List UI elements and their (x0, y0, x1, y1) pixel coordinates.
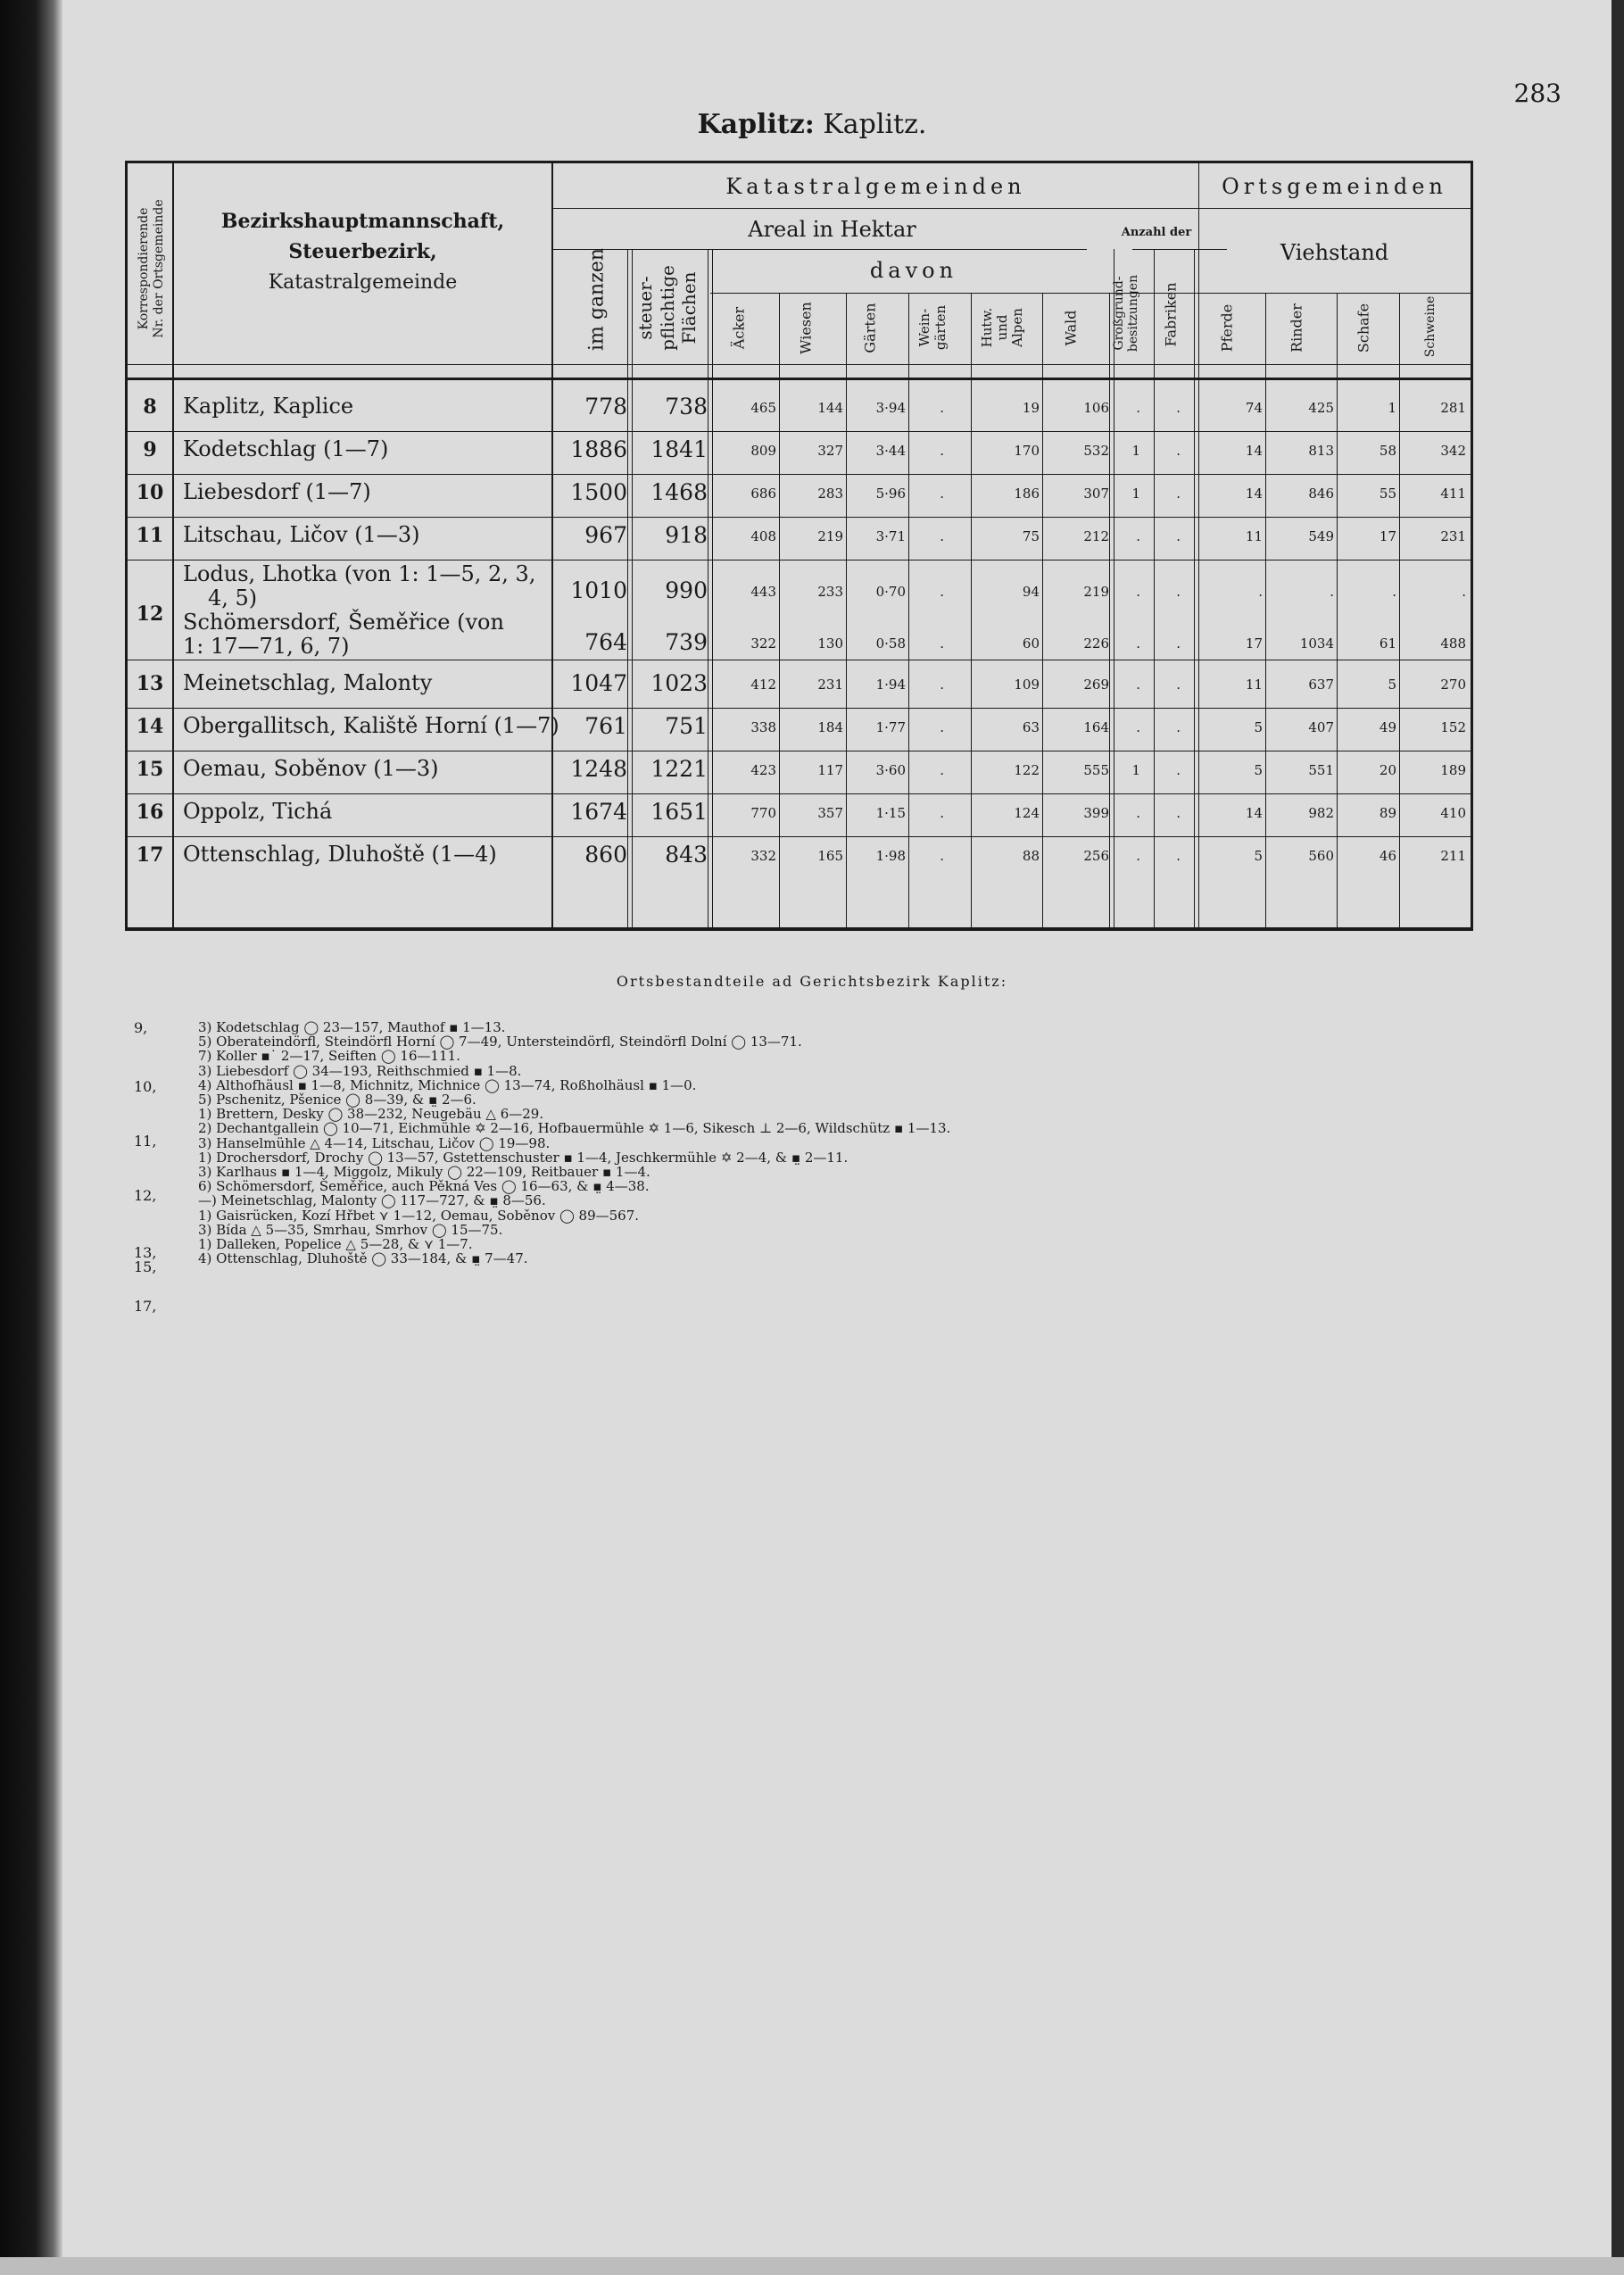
table-cell-taxable: 1023 (650, 670, 708, 696)
row-name-line: Lodus, Lhotka (von 1: 1—5, 2, 3, (183, 561, 536, 586)
table-cell-schafe: 49 (1379, 719, 1396, 735)
header-bottom-rule (128, 378, 1471, 380)
table-cell-wein: . (940, 805, 944, 821)
table-cell-wein: . (940, 677, 944, 693)
col-rule-name (551, 163, 553, 927)
table-cell-gross: 1 (1131, 443, 1140, 459)
header-schafe: Schafe (1355, 303, 1372, 353)
header-gross: Großgrund- (1112, 276, 1126, 351)
table-cell-schafe: 5 (1388, 677, 1396, 693)
table-cell-gaerten: 3·44 (875, 443, 906, 459)
table-cell-wein: . (940, 443, 944, 459)
table-cell-rinder: 846 (1308, 486, 1334, 502)
row-rule (128, 517, 1471, 518)
table-cell-total: 1500 (570, 479, 627, 505)
table-cell-hutw: 124 (1014, 805, 1040, 821)
table-cell-fabr: . (1176, 677, 1181, 693)
table-cell-pferde: 5 (1254, 848, 1263, 864)
col-rule-wiesen (846, 293, 847, 927)
header-fabriken: Fabriken (1162, 282, 1180, 347)
table-cell-pferde: . (1258, 584, 1263, 600)
header-rinder: Rinder (1288, 303, 1305, 353)
row-rule (128, 793, 1471, 794)
table-cell-total: 1248 (570, 756, 627, 782)
table-cell-schafe: 58 (1379, 443, 1396, 459)
table-cell-gaerten: 3·71 (875, 528, 906, 544)
table-cell-total: 764 (584, 629, 627, 655)
header-wein: Wein- (916, 308, 932, 347)
table-cell-wiesen: 233 (817, 584, 843, 600)
col-rule-hutw (1042, 293, 1043, 927)
table-cell-rinder: 1034 (1299, 635, 1334, 652)
legend-line: 6) Schömersdorf, Šeměřice, auch Pěkná Ves ◯ 16—63, & ▪̤ 4—38. (198, 1178, 650, 1195)
table-cell-hutw: 75 (1022, 528, 1040, 544)
table-cell-gaerten: 1·77 (875, 719, 906, 735)
col-rule-pferde (1265, 293, 1266, 927)
legend-line: 3) Liebesdorf ◯ 34—193, Reithschmied ▪ 1—8. (198, 1062, 522, 1079)
row-nr: 9 (143, 438, 157, 461)
legend-line: 4) Althofhäusl ▪ 1—8, Michnitz, Michnice ◯ 13—74, Roßholhäusl ▪ 1—0. (198, 1076, 697, 1093)
row-rule (128, 708, 1471, 709)
col-rule-total-b (632, 249, 633, 927)
row-nr: 13 (136, 672, 164, 695)
table-cell-gross: . (1136, 848, 1140, 864)
book-binding-edge (0, 0, 62, 2275)
col-rule-wein (971, 293, 972, 927)
legend-line: 3) Karlhaus ▪ 1—4, Miggolz, Mikuly ◯ 22—109, Reitbauer ▪ 1—4. (198, 1164, 650, 1180)
table-cell-schweine: 270 (1440, 677, 1466, 693)
header-und: und (994, 314, 1010, 341)
table-cell-gross: . (1136, 677, 1140, 693)
header-rule-1 (551, 208, 1471, 209)
table-cell-aecker: 412 (750, 677, 776, 693)
table-cell-wald: 212 (1083, 528, 1109, 544)
header-steuer: steuer- (634, 276, 656, 340)
header-viehstand: Viehstand (1280, 240, 1389, 265)
table-cell-pferde: 11 (1245, 528, 1263, 544)
row-name: Liebesdorf (1—7) (183, 479, 371, 504)
table-cell-schafe: 89 (1379, 805, 1396, 821)
legend-group-number: 15, (134, 1258, 157, 1275)
table-cell-wald: 219 (1083, 584, 1109, 600)
col-rule-taxable-b (712, 249, 713, 927)
table-cell-schafe: 55 (1379, 486, 1396, 502)
table-cell-aecker: 423 (750, 762, 776, 778)
table-cell-gaerten: 1·98 (875, 848, 906, 864)
table-cell-wald: 555 (1083, 762, 1109, 778)
legend-line: 3) Kodetschlag ◯ 23—157, Mauthof ▪ 1—13. (198, 1019, 506, 1035)
header-pferde: Pferde (1218, 303, 1236, 353)
table-cell-gaerten: 0·58 (875, 635, 906, 652)
table-cell-hutw: 88 (1022, 848, 1040, 864)
legend-line: 1) Drochersdorf, Drochy ◯ 13—57, Gstettenschuster ▪ 1—4, Jeschkermühle ✡ 2—4, & ▪̤ 2—11. (198, 1149, 849, 1166)
legend-line: 3) Bída △ 5—35, Smrhau, Smrhov ◯ 15—75. (198, 1221, 503, 1238)
table-cell-total: 1047 (570, 670, 627, 696)
table-cell-schweine: 411 (1440, 486, 1466, 502)
col-rule-fabr (1194, 249, 1195, 927)
table-cell-pferde: 5 (1254, 719, 1263, 735)
statistics-table (125, 161, 1473, 931)
legend-line: —) Meinetschlag, Malonty ◯ 117—727, & ▪̤ 8—56. (198, 1192, 546, 1209)
header-rule-3 (710, 293, 1230, 294)
table-cell-hutw: 60 (1022, 635, 1040, 652)
table-cell-wiesen: 184 (817, 719, 843, 735)
row-name: Oemau, Soběnov (1—3) (183, 756, 439, 781)
table-cell-wald: 532 (1083, 443, 1109, 459)
table-cell-hutw: 122 (1014, 762, 1040, 778)
table-cell-taxable: 739 (665, 629, 708, 655)
table-cell-total: 1010 (570, 577, 627, 603)
table-cell-aecker: 322 (750, 635, 776, 652)
table-cell-wald: 256 (1083, 848, 1109, 864)
table-cell-schafe: 46 (1379, 848, 1396, 864)
table-cell-wein: . (940, 762, 944, 778)
table-cell-rinder: 425 (1308, 400, 1334, 416)
table-cell-wiesen: 117 (817, 762, 843, 778)
table-cell-gaerten: 5·96 (875, 486, 906, 502)
table-cell-wiesen: 165 (817, 848, 843, 864)
table-cell-rinder: . (1330, 584, 1334, 600)
table-cell-schweine: 189 (1440, 762, 1466, 778)
header-korr: Korrespondierende (137, 207, 151, 330)
table-cell-taxable: 738 (665, 394, 708, 419)
table-cell-schweine: 342 (1440, 443, 1466, 459)
row-name: Oppolz, Tichá (183, 799, 333, 824)
legend-group-number: 13, (134, 1244, 157, 1261)
table-cell-schafe: 61 (1379, 635, 1396, 652)
table-cell-aecker: 443 (750, 584, 776, 600)
row-name: Meinetschlag, Malonty (183, 670, 433, 695)
table-cell-aecker: 338 (750, 719, 776, 735)
col-rule-rinder (1337, 293, 1338, 927)
legend-group-number: 10, (134, 1078, 157, 1095)
col-rule-fabr-b (1198, 163, 1199, 927)
legend-line: 1) Dalleken, Popelice △ 5—28, & ⋎ 1—7. (198, 1236, 473, 1252)
table-cell-hutw: 109 (1014, 677, 1040, 693)
header-pflichtige: pflichtige (657, 265, 678, 351)
table-cell-wein: . (940, 528, 944, 544)
row-nr: 11 (136, 524, 164, 547)
table-cell-wiesen: 144 (817, 400, 843, 416)
header-davon: davon (869, 258, 958, 283)
row-nr: 8 (143, 395, 157, 419)
table-cell-schweine: 281 (1440, 400, 1466, 416)
table-cell-wiesen: 219 (817, 528, 843, 544)
header-wald: Wald (1062, 310, 1080, 346)
table-cell-gross: . (1136, 400, 1140, 416)
header-gaerten: Gärten (861, 303, 879, 353)
page-number: 283 (1513, 79, 1562, 108)
row-rule (128, 474, 1471, 475)
table-cell-rinder: 637 (1308, 677, 1334, 693)
table-cell-gross: . (1136, 584, 1140, 600)
table-cell-wein: . (940, 400, 944, 416)
table-cell-schweine: 211 (1440, 848, 1466, 864)
col-rule-schafe (1399, 293, 1400, 927)
table-cell-total: 1674 (570, 799, 627, 825)
header-areal: Areal in Hektar (748, 217, 916, 242)
table-cell-rinder: 549 (1308, 528, 1334, 544)
table-cell-schafe: 20 (1379, 762, 1396, 778)
table-cell-pferde: 17 (1245, 635, 1263, 652)
table-cell-aecker: 465 (750, 400, 776, 416)
table-cell-taxable: 1468 (650, 479, 708, 505)
table-cell-gross: . (1136, 719, 1140, 735)
page-bottom-edge (0, 2257, 1624, 2275)
legend-line: 2) Dechantgallein ◯ 10—71, Eichmühle ✡ 2—16, Hofbauermühle ✡ 1—6, Sikesch ⊥ 2—6, Wildschütz ▪ 1—13. (198, 1120, 951, 1137)
legend-group-number: 12, (134, 1187, 157, 1204)
table-cell-wein: . (940, 719, 944, 735)
table-cell-taxable: 843 (665, 842, 708, 868)
table-cell-fabr: . (1176, 848, 1181, 864)
table-cell-aecker: 332 (750, 848, 776, 864)
table-cell-total: 967 (584, 522, 627, 548)
col-rule-wald (1109, 293, 1110, 927)
table-cell-taxable: 1841 (650, 436, 708, 462)
row-rule (128, 431, 1471, 432)
table-cell-pferde: 14 (1245, 805, 1263, 821)
table-cell-wald: 106 (1083, 400, 1109, 416)
col-rule-gross (1154, 249, 1155, 927)
table-cell-aecker: 809 (750, 443, 776, 459)
header-flaechen: Flächen (678, 271, 700, 345)
table-cell-aecker: 408 (750, 528, 776, 544)
header-anzahl: Anzahl der (1121, 225, 1192, 239)
table-cell-wald: 164 (1083, 719, 1109, 735)
row-name: Kaplitz, Kaplice (183, 394, 354, 419)
row-name-line: 1: 17—71, 6, 7) (183, 634, 350, 659)
legend-line: 5) Oberateindörfl, Steindörfl Horní ◯ 7—49, Untersteindörfl, Steindörfl Dolní ◯ 13—71. (198, 1034, 802, 1050)
row-name: Kodetschlag (1—7) (183, 436, 389, 461)
table-cell-wiesen: 231 (817, 677, 843, 693)
legend-group-number: 11, (134, 1133, 157, 1150)
row-name: Litschau, Ličov (1—3) (183, 522, 420, 547)
legend-line: 4) Ottenschlag, Dluhoště ◯ 33—184, & ▪̤ 7—47. (198, 1250, 528, 1267)
table-cell-schafe: 1 (1388, 400, 1396, 416)
table-cell-wiesen: 357 (817, 805, 843, 821)
table-cell-rinder: 813 (1308, 443, 1334, 459)
table-cell-rinder: 560 (1308, 848, 1334, 864)
header-im-ganzen: im ganzen (585, 247, 609, 352)
table-cell-schweine: 231 (1440, 528, 1466, 544)
table-cell-gross: . (1136, 805, 1140, 821)
table-cell-taxable: 751 (665, 713, 708, 739)
row-nr: 12 (136, 602, 164, 626)
table-cell-wald: 226 (1083, 635, 1109, 652)
table-cell-pferde: 5 (1254, 762, 1263, 778)
table-cell-gross: . (1136, 635, 1140, 652)
table-cell-pferde: 11 (1245, 677, 1263, 693)
table-cell-fabr: . (1176, 805, 1181, 821)
header-rule-thin (128, 364, 1471, 365)
header-aecker: Äcker (730, 306, 748, 350)
table-cell-hutw: 186 (1014, 486, 1040, 502)
table-cell-total: 761 (584, 713, 627, 739)
col-rule-gaerten (908, 293, 909, 927)
table-cell-schweine: 488 (1440, 635, 1466, 652)
table-cell-total: 1886 (570, 436, 627, 462)
table-cell-taxable: 1221 (650, 756, 708, 782)
col-rule-aecker (779, 293, 780, 927)
table-cell-fabr: . (1176, 486, 1181, 502)
table-cell-gaerten: 1·15 (875, 805, 906, 821)
table-cell-fabr: . (1176, 443, 1181, 459)
table-cell-wein: . (940, 486, 944, 502)
table-cell-total: 778 (584, 394, 627, 419)
legend-group-number: 9, (134, 1019, 148, 1036)
table-cell-schweine: 410 (1440, 805, 1466, 821)
table-cell-schafe: . (1392, 584, 1396, 600)
table-cell-rinder: 982 (1308, 805, 1334, 821)
table-cell-wiesen: 327 (817, 443, 843, 459)
legend-group-number: 17, (134, 1298, 157, 1315)
row-name: Obergallitsch, Kaliště Horní (1—7) (183, 713, 559, 738)
table-cell-gross: 1 (1131, 762, 1140, 778)
page-title (0, 109, 1624, 140)
table-cell-wiesen: 283 (817, 486, 843, 502)
header-besitz: besitzungen (1126, 274, 1140, 353)
legend-line: 3) Hanselmühle △ 4—14, Litschau, Ličov ◯ 19—98. (198, 1134, 551, 1151)
row-nr: 14 (136, 715, 164, 738)
row-name-line: Schömersdorf, Šeměřice (von (183, 610, 504, 635)
table-cell-schweine: 152 (1440, 719, 1466, 735)
header-district-1: Bezirkshauptmannschaft, (220, 210, 505, 233)
table-cell-schweine: . (1462, 584, 1466, 600)
table-cell-wald: 269 (1083, 677, 1109, 693)
row-rule (128, 836, 1471, 837)
table-cell-hutw: 63 (1022, 719, 1040, 735)
table-cell-pferde: 74 (1245, 400, 1263, 416)
row-nr: 16 (136, 801, 164, 824)
table-cell-rinder: 551 (1308, 762, 1334, 778)
table-cell-taxable: 990 (665, 577, 708, 603)
table-cell-wiesen: 130 (817, 635, 843, 652)
legend-title: Ortsbestandteile ad Gerichtsbezirk Kaplitz: (616, 973, 1008, 990)
row-nr: 15 (136, 758, 164, 781)
legend-line: 1) Gaisrücken, Kozí Hřbet ⋎ 1—12, Oemau, Soběnov ◯ 89—567. (198, 1207, 640, 1224)
legend-line: 5) Pschenitz, Pšenice ◯ 8—39, & ▪̤ 2—6. (198, 1092, 476, 1108)
table-cell-gaerten: 1·94 (875, 677, 906, 693)
table-cell-fabr: . (1176, 400, 1181, 416)
header-korr-2: Nr. der Ortsgemeinde (152, 199, 166, 338)
table-cell-gross: 1 (1131, 486, 1140, 502)
header-wein-2: gärten (932, 304, 949, 351)
table-cell-gaerten: 0·70 (875, 584, 906, 600)
row-nr: 10 (136, 481, 164, 504)
table-cell-fabr: . (1176, 762, 1181, 778)
table-cell-fabr: . (1176, 719, 1181, 735)
legend-line: 7) Koller ▪˙ 2—17, Seiften ◯ 16—111. (198, 1048, 460, 1065)
header-district-3: Katastralgemeinde (268, 270, 458, 294)
table-cell-gross: . (1136, 528, 1140, 544)
page-title-normal: Kaplitz. (814, 109, 927, 140)
table-cell-pferde: 14 (1245, 443, 1263, 459)
header-district-2: Steuerbezirk, (288, 240, 437, 263)
table-cell-rinder: 407 (1308, 719, 1334, 735)
table-cell-wald: 307 (1083, 486, 1109, 502)
row-name-line: 4, 5) (208, 585, 258, 610)
table-cell-schafe: 17 (1379, 528, 1396, 544)
table-cell-aecker: 686 (750, 486, 776, 502)
header-hutw: Hutw. (979, 307, 995, 348)
table-cell-hutw: 170 (1014, 443, 1040, 459)
table-cell-fabr: . (1176, 635, 1181, 652)
header-ortsgemeinden: Ortsgemeinden (1222, 174, 1447, 199)
header-alpen: Alpen (1009, 308, 1025, 347)
table-cell-wein: . (940, 635, 944, 652)
table-cell-taxable: 1651 (650, 799, 708, 825)
table-cell-hutw: 94 (1022, 584, 1040, 600)
table-cell-aecker: 770 (750, 805, 776, 821)
table-cell-fabr: . (1176, 528, 1181, 544)
col-rule-total (627, 249, 628, 927)
legend-line: 1) Brettern, Desky ◯ 38—232, Neugebäu △ 6—29. (198, 1106, 544, 1123)
table-cell-wein: . (940, 584, 944, 600)
table-cell-taxable: 918 (665, 522, 708, 548)
header-wiesen: Wiesen (797, 302, 815, 354)
table-cell-total: 860 (584, 842, 627, 868)
table-cell-gaerten: 3·94 (875, 400, 906, 416)
page-right-edge (1612, 0, 1624, 2275)
table-cell-wald: 399 (1083, 805, 1109, 821)
table-cell-hutw: 19 (1022, 400, 1040, 416)
header-katastral: Katastralgemeinden (725, 174, 1026, 199)
table-cell-fabr: . (1176, 584, 1181, 600)
table-cell-gaerten: 3·60 (875, 762, 906, 778)
table-cell-wein: . (940, 848, 944, 864)
row-nr: 17 (136, 843, 164, 867)
header-schweine: Schweine (1423, 295, 1438, 358)
page-title-bold: Kaplitz: (697, 109, 815, 140)
table-cell-pferde: 14 (1245, 486, 1263, 502)
row-name: Ottenschlag, Dluhoště (1—4) (183, 842, 497, 867)
